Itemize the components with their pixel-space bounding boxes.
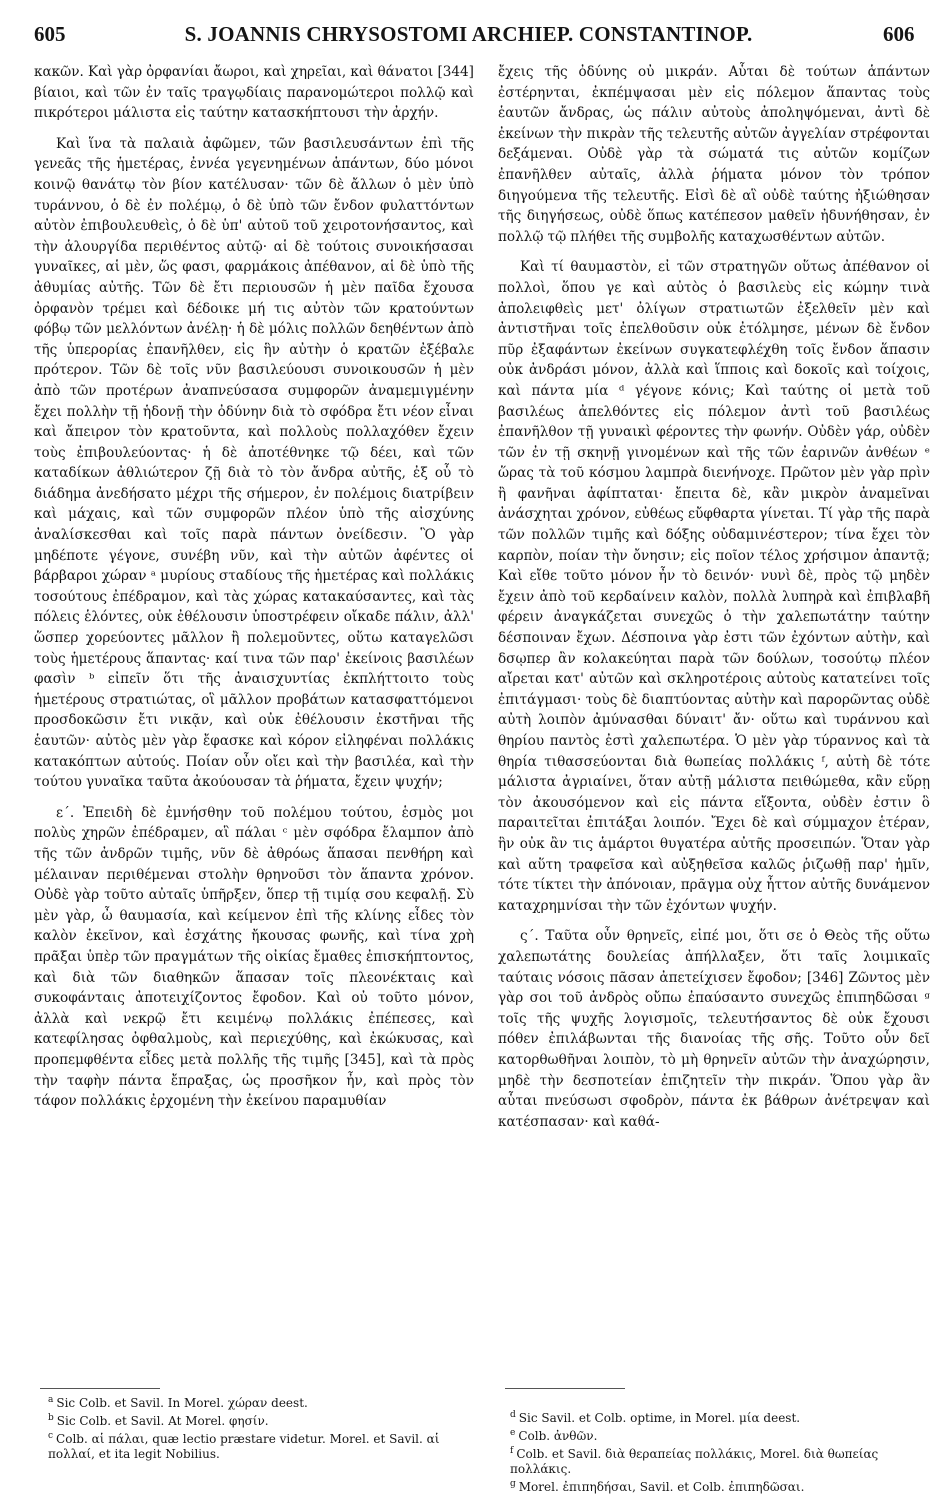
paragraph: ς΄. Ταῦτα οὖν θρηνεῖς, εἰπέ μοι, ὅτι σε ὁ Θεὸς τῆς οὕτω χαλεπωτάτης δουλείας ἀπήλλαξεν, ὅτι ταῖς λοιμικαῖς ταύταις νόσοις πᾶσαν ἀπετείχισεν ἔφοδον; [346] Ζῶντος μὲν γὰρ σοι τοῦ ἀνδρὸς οὔπω ἐπαύσαντο συνεχῶς ἐπιπηδῶσαι ᵍ τοῖς τῆς ψυχῆς λογισμοῖς, τελευτήσαντος δὲ οὐκ ἔχουσι πόθεν ἐπιλάβωνται τῆς διανοίας τῆς σῆς. Τοῦτο οὖν δεῖ κατορθωθῆναι λοιπὸν, τὸ μὴ θρηνεῖν αὐτῶν τὴν ἀναχώρησιν, μηδὲ τὴν δεσποτείαν ἐπιζητεῖν τὴν πικράν. Ὅπου γὰρ ἂν αὗται πνεύσωσι σφοδρὸν, πάντα ἐκ βάθρων ἀνέτρεψαν καὶ κατέσπασαν· καὶ καθά- (498, 928, 930, 1130)
footnote-mark: d (510, 1410, 516, 1420)
footnote (510, 1408, 925, 1426)
footnote-mark: e (510, 1428, 516, 1438)
footnote-text: Sic Savil. et Colb. optime, in Morel. μία deest. (518, 1411, 801, 1425)
paragraph-gap (34, 124, 474, 134)
page-number-left: 605 (34, 22, 66, 46)
footnote-mark: g (510, 1479, 516, 1489)
footnote-text: Morel. ἐπιπηδήσαι, Savil. et Colb. ἐπιπηδῶσαι. (518, 1480, 805, 1494)
footnote-mark: c (48, 1431, 54, 1441)
paragraph-gap (34, 793, 474, 803)
footnote-text: Colb. ἀνθῶν. (518, 1429, 598, 1443)
footnote-mark: b (48, 1413, 54, 1423)
footnote (510, 1477, 925, 1495)
paragraph: Καὶ ἵνα τὰ παλαιὰ ἀφῶμεν, τῶν βασιλευσάντων ἐπὶ τῆς γενεᾶς τῆς ἡμετέρας, ἐννέα γεγενημένων ἁπάντων, δύο μόνοι κοινῷ θανάτῳ τὸν βίον κατέλυσαν· τῶν δὲ ἄλλων ὁ μὲν ὑπὸ τυράννου, ὁ δὲ ἐν πολέμῳ, ὁ δὲ ὑπὸ τῶν ἔνδον φυλαττόντων αὐτὸν ἐπιβουλευθεὶς, ὁ δὲ ὑπ' αὐτοῦ τοῦ χειροτονήσαντος, καὶ τὴν ἁλουργίδα περιθέντος αὐτῷ· αἱ δὲ τούτοις συνοικήσασαι γυναῖκες, αἱ μὲν, ὥς φασι, φαρμάκοις ἀπέθανον, αἱ δὲ ὑπὸ τῆς ἀθυμίας αὐτῆς. Τῶν δὲ ἔτι περιουσῶν ἡ μὲν παῖδα ἔχουσα ὀρφανὸν τρέμει καὶ δέδοικε μή τις αὐτὸν τῶν κρατούντων φόβῳ τῶν μελλόντων ἀνέλῃ· ἡ δὲ μόλις πολλῶν δεηθέντων ἀπὸ τῆς ὑπερορίας ἐπανῆλθεν, εἰς ἣν αὐτὴν ὁ κρατῶν ἐξέβαλε πρότερον. Τῶν δὲ τοῖς νῦν βασιλεύουσι συνοικουσῶν ἡ μὲν ἀπὸ τῶν προτέρων ἀναπνεύσασα συμφορῶν ἀναμεμιγμένην ἔχει πολλὴν τῇ ἡδονῇ τὴν ὀδύνην διὰ τὸ σφόδρα ἔτι νέον εἶναι καὶ ἄπειρον τὸν κρατοῦντα, καὶ πολλοὺς πολλαχόθεν ἔχειν τοὺς ἐπιβουλεύοντας· ἡ δὲ ἀποτέθνηκε τῷ δέει, καὶ τῶν καταδίκων ἀθλιώτερον ζῇ διὰ τὸ τὸν ἄνδρα αὐτῆς, ἐξ οὗ τὸ διάδημα ἀνεδήσατο μέχρι τῆς σήμερον, ἐν πολέμοις διατρίβειν καὶ μάχαις, καὶ τῶν συμφορῶν πλέον ὑπὸ τῆς αἰσχύνης ἀναλίσκεσθαι καὶ τοῖς παρὰ πάντων ὀνείδεσιν. Ὃ γὰρ μηδέποτε γέγονε, συνέβη νῦν, καὶ τὴν αὐτῶν ἀφέντες οἱ βάρβαροι χώραν ᵃ μυρίους σταδίους τῆς ἡμετέρας καὶ πολλάκις τοσούτους ἐπέδραμον, καὶ τὰς χώρας κατακαύσαντες, καὶ τὰς πόλεις ἑλόντες, οὐκ ἐθέλουσιν ὑποστρέφειν οἴκαδε πάλιν, ἀλλ' ὥσπερ χορεύοντες μᾶλλον ἢ πολεμοῦντες, οὕτω καταγελῶσι τοὺς ἡμετέρους ἅπαντας· καί τινα τῶν παρ' ἐκείνοις βασιλέων φασὶν ᵇ εἰπεῖν ὅτι τῆς ἀναισχυντίας ἐκπλήττοιτο τοὺς ἡμετέρους στρατιώτας, οἳ μᾶλλον προβάτων κατασφαττόμενοι προσδοκῶσιν ἔτι νικᾷν, καὶ οὐκ ἐθέλουσιν ἐκστῆναι τῆς ἑαυτῶν· αὐτὸς μὲν γὰρ ἔφασκε καὶ κόρον εἰληφέναι πολλάκις κατακόπτων αὐτούς. Ποίαν οὖν οἴει καὶ τὴν βασιλέα, καὶ τὴν τούτου γυναῖκα ταῦτα ἀκούουσαν τὰ ῥήματα, ἔχειν ψυχήν; (34, 135, 474, 791)
paragraph-gap (498, 247, 930, 257)
left-text-column (34, 62, 474, 1112)
footnote-text: Colb. et Savil. διὰ θεραπείας πολλάκις, Morel. διὰ θωπείας πολλάκις. (510, 1447, 879, 1476)
footnote-mark: a (48, 1395, 54, 1405)
footnote-mark: f (510, 1446, 514, 1456)
footnote-text: Colb. αἱ πάλαι, quæ lectio præstare videtur. Morel. et Savil. αἱ πολλαί, et ita legit Nobilius. (48, 1432, 440, 1461)
paragraph: ἔχεις τῆς ὀδύνης οὐ μικράν. Αὗται δὲ τούτων ἁπάντων ἐστέρηνται, ἐκπέμψασαι μὲν εἰς πόλεμον ἅπαντας τοὺς ἑαυτῶν ἄνδρας, ὡς πάλιν αὐτοὺς ἀποληψόμεναι, ἀντὶ δὲ ἐκείνων τὴν πικρὰν τῆς τελευτῆς αὐτῶν ἀγγελίαν στρέφονται δεξάμεναι. Οὐδὲ γὰρ τὰ σώματά τις αὐτῶν κομίζων ἐπανῆλθεν αὐταῖς, ἀλλὰ ῥήματα μόνον τὸν τρόπον διηγούμενα τῆς τελευτῆς. Εἰσὶ δὲ αἳ οὐδὲ ταύτης ἠξιώθησαν τῆς διηγήσεως, οὐδὲ ὅπως κατέπεσον μαθεῖν ἠδυνήθησαν, ἐν πολλῷ τῷ πλήθει τῆς συμβολῆς καταχωσθέντων αὐτῶν. (498, 64, 930, 245)
footnote (510, 1426, 925, 1444)
paragraph: κακῶν. Καὶ γὰρ ὀρφανίαι ἄωροι, καὶ χηρεῖαι, καὶ θάνατοι [344] βίαιοι, καὶ τῶν ἐν ταῖς τραγῳδίαις παρανομώτεροι πολλῷ καὶ πικρότεροι μάλιστα εἰς ταύτην κατασκήπτουσι τὴν ἀρχήν. (34, 64, 474, 122)
footnote-text: Sic Colb. et Savil. At Morel. φησίν. (56, 1414, 269, 1428)
footnote-rule-right (505, 1388, 625, 1389)
right-text-column (498, 62, 930, 1132)
running-title: S. JOANNIS CHRYSOSTOMI ARCHIEP. CONSTANTINOP. (184, 22, 753, 46)
page-number-right: 606 (883, 22, 915, 46)
paragraph: ε΄. Ἐπειδὴ δὲ ἐμνήσθην τοῦ πολέμου τούτου, ἑσμὸς μοι πολὺς χηρῶν ἐπέδραμεν, αἳ πάλαι ᶜ μὲν σφόδρα ἔλαμπον ἀπὸ τῆς τῶν ἀνδρῶν τιμῆς, νῦν δὲ ἀθρόως ἅπασαι πενθήρη καὶ μέλαιναν περιθέμεναι στολὴν θρηνοῦσι τὸν ἅπαντα χρόνον. Οὐδὲ γὰρ τοῦτο αὐταῖς ὑπῆρξεν, ὅπερ τῇ τιμίᾳ σου κεφαλῇ. Σὺ μὲν γὰρ, ὦ θαυμασία, καὶ κείμενον ἐπὶ τῆς κλίνης εἶδες τὸν καλὸν ἐκεῖνον, καὶ ἐσχάτης ἤκουσας φωνῆς, καὶ τίνα χρὴ πρᾶξαι ὑπὲρ τῶν πραγμάτων τῆς οἰκίας ἔμαθες ἐπισκήπτοντος, καὶ διὰ τῶν διαθηκῶν ἅπασαν τοῖς πλεονέκταις καὶ συκοφάνταις ἀποτειχίζοντος ἔφοδον. Καὶ οὐ τοῦτο μόνον, ἀλλὰ καὶ νεκρῷ ἔτι κειμένῳ πολλάκις ἐπέπεσες, καὶ κατεφίλησας ὀφθαλμοὺς, καὶ περιεχύθης, καὶ ἐκώκυσας, καὶ προπεμφθέντα εἶδες μετὰ πολλῆς τῆς τιμῆς [345], καὶ τὰ πρὸς τὴν ταφὴν πάντα ἔπραξας, ὡς προσῆκον ἦν, καὶ πρὸς τὸν τάφον πολλάκις ἐρχομένη τὴν ἐκείνου παραμυθίαν (34, 804, 474, 1110)
footnotes-right (510, 1408, 925, 1495)
paragraph-gap (498, 916, 930, 926)
footnote (48, 1411, 468, 1429)
footnote-rule-left (40, 1388, 160, 1389)
footnote-text: Sic Colb. et Savil. In Morel. χώραν deest. (56, 1396, 308, 1410)
footnote (48, 1393, 468, 1411)
footnote (510, 1444, 925, 1477)
footnotes-left (48, 1393, 468, 1462)
footnote (48, 1429, 468, 1462)
paragraph: Καὶ τί θαυμαστὸν, εἰ τῶν στρατηγῶν οὕτως ἀπέθανον οἱ πολλοὶ, ὅπου γε καὶ αὐτὸς ὁ βασιλεὺς εἰς κώμην τινὰ ἀπολειφθεὶς μετ' ὀλίγων στρατιωτῶν ἐξελθεῖν μὲν καὶ ἀντιστῆναι τοῖς ἐπελθοῦσιν οὐκ ἐτόλμησε, μένων δὲ ἔνδον πῦρ ἐξαφάντων ἐκείνων συγκατεφλέχθη τοῖς ἔνδον ἅπασιν οὐκ ἀνδράσι μόνον, ἀλλὰ καὶ ἵπποις καὶ δοκοῖς καὶ τοίχοις, καὶ πάντα μία ᵈ γέγονε κόνις; Καὶ ταύτης οἱ μετὰ τοῦ βασιλέως ἀπελθόντες εἰς πόλεμον ἀντὶ τοῦ βασιλέως ἐπανῆλθον τῇ γυναικὶ φέροντες τὴν φωνήν. Οὐδὲν γάρ, οὐδὲν τῶν ἐν τῇ σκηνῇ γινομένων καὶ τῆς τῶν ἐαρινῶν ἀνθέων ᵉ ὥρας τὰ τοῦ κόσμου λαμπρὰ διενήνοχε. Πρῶτον μὲν γὰρ πρὶν ἢ φανῆναι ἀφίπταται· ἔπειτα δὲ, κἂν μικρὸν ἀναμεῖναι ἀνάσχηται χρόνον, εὐθέως εὔφθαρτα γίνεται. Τί γὰρ τῆς παρὰ τῶν πολλῶν τιμῆς καὶ δόξης οὐδαμινέστερον; τίνα ἔχει τὸν καρπὸν, ποίαν τὴν ὄνησιν; εἰς ποῖον τέλος χρήσιμον ἀπαντᾷ; Καὶ εἴθε τοῦτο μόνον ἦν τὸ δεινόν· νυνὶ δὲ, πρὸς τῷ μηδὲν ἔχειν ἀπὸ τοῦ κερδαίνειν καλὸν, πολλὰ λυπηρὰ καὶ ἐπιβλαβῆ φέρειν ἀναγκάζεται συνεχῶς ὁ τὴν χαλεπωτάτην ταύτην δέσποιναν ἔχων. Δέσποινα γὰρ ἐστι τῶν ἐχόντων αὐτὴν, καὶ δσῳπερ ἂν κολακεύηται παρὰ τῶν δούλων, τοσούτῳ πλέον αἴρεται κατ' αὐτῶν καὶ σκληροτέροις αὐτοὺς κατατείνει τοῖς ἐπιτάγμασι· τοὺς δὲ διαπτύοντας αὐτὴν καὶ παρορῶντας οὐδὲ αὐτὴ λοιπὸν ἀμύνασθαι δύναιτ' ἄν· οὕτω καὶ τυράννου καὶ θηρίου παντὸς ἐστὶ χαλεπωτέρα. Ὁ μὲν γὰρ τύραννος καὶ τὰ θηρία τιθασσεύονται διὰ θωπείας πολλάκις ᶠ, αὐτὴ δὲ τότε μάλιστα ἀγριαίνει, ὅταν αὐτῇ μάλιστα πειθώμεθα, κἂν εὕρῃ τὸν ἀκουσόμενον καὶ εἰς πάντα εἴξοντα, οὐδὲν ἐστιν ὃ παραιτεῖται ἐπιτάξαι λοιπόν. Ἔχει δὲ καὶ σύμμαχον ἑτέραν, ἣν οὐκ ἂν τις ἁμάρτοι θυγατέρα αὐτῆς προσειπών. Ὅταν γὰρ καὶ αὕτη τραφεῖσα καὶ αὐξηθεῖσα καλῶς ῥιζωθῇ παρ' ἡμῖν, τότε τίκτει τὴν ἀπόνοιαν, πρᾶγμα οὐχ ἧττον αὐτῆς δυνάμενον καταχρημνίσαι τὴν τῶν ἐχόντων ψυχήν. (498, 259, 930, 914)
